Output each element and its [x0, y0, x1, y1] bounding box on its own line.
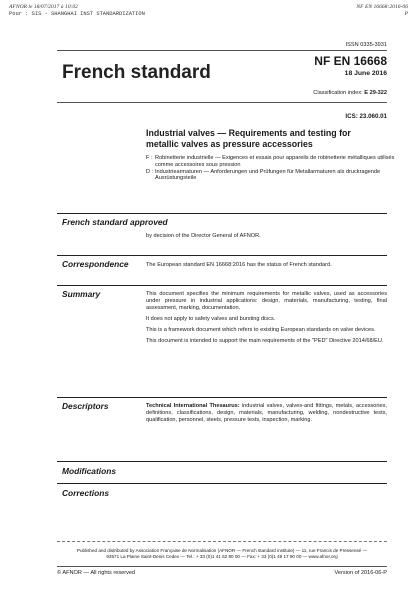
header-divider [57, 102, 387, 103]
footer-divider [57, 566, 387, 567]
print-recipient: Pour : SIS - SHANGHAI INST STANDARDIZATION [9, 10, 145, 17]
standard-code: NF EN 16668 [314, 54, 387, 68]
translation-lang: D : [146, 168, 154, 175]
classification-label: Classification index: [313, 90, 363, 96]
issn: ISSN 0335-3931 [345, 42, 387, 48]
summary-paragraph: It does not apply to safety valves and bursting discs. [146, 315, 276, 322]
title-translations [146, 155, 396, 182]
publisher-line: Published and distributed by Association Française de Normalisation (AFNOR — French standard institute) — 11, rue Francis de Pressensé — [76, 548, 368, 553]
translation-text: Industriearmaturen — Anforderungen und Prüfungen für Metallarmaturen als druckragende Ausrüstungsteile [155, 168, 381, 182]
translation-lang: F : [146, 155, 153, 161]
summary-paragraph: This document is intended to support the main requirements of the "PED" Directive 2014/68/EU. [146, 338, 384, 345]
summary-heading: Summary [62, 289, 101, 299]
translation-german [146, 169, 396, 183]
summary-text [146, 291, 387, 350]
translation-text: Robinetterie industrielle — Exigences et essais pour appareils de robinetterie métalliques utilisés comme accessoires sous pression [155, 155, 395, 168]
ics-code: ICS: 23.060.01 [345, 113, 387, 120]
section-divider [57, 213, 387, 214]
correspondence-text: The European standard EN 16668:2016 has the status of French standard. [146, 262, 332, 268]
modifications-heading: Modifications [62, 466, 116, 476]
section-divider [57, 255, 387, 256]
version: Version of 2016-06-P [334, 570, 387, 576]
section-divider [57, 483, 387, 484]
classification-index [313, 90, 387, 96]
approved-text: by decision of the Director General of AFNOR. [146, 233, 261, 239]
descriptors-text [146, 403, 387, 423]
copyright: © AFNOR — All rights reserved [57, 570, 136, 576]
print-timestamp: AFNOR le 18/07/2017 à 10:02 [9, 4, 78, 10]
print-header-left [9, 4, 145, 17]
print-page-marker: P [404, 10, 408, 17]
summary-paragraph: This is a framework document which refers to existing European standards on valve devices. [146, 327, 376, 334]
top-divider [57, 50, 387, 51]
descriptors-keywords: industrial valves, valves-and fittings, metals, accessories, definitions, classifications, design, materials, manufacturing, welding, nondestructive tests, qualification, personnel, steels, pressure tests, inspection, marking. [146, 403, 387, 423]
thesaurus-label: Technical International Thesaurus: [146, 403, 240, 409]
print-reference: NF EN 16668:2016-06 [356, 4, 408, 10]
correspondence-heading: Correspondence [62, 259, 129, 269]
approved-heading: French standard approved [62, 217, 168, 227]
descriptors-heading: Descriptors [62, 401, 109, 411]
publisher-line: 93571 La Plaine Saint-Denis Cedex — Tel.: + 33 (0)1 41 62 80 00 — Fax: + 33 (0)1 49 17 90 00 — www.afnor.org [106, 553, 338, 559]
document-title: Industrial valves — Requirements and testing for metallic valves as pressure accessories [146, 128, 351, 149]
publisher-info [57, 548, 387, 560]
section-divider [57, 397, 387, 398]
document-type: French standard [62, 62, 211, 83]
publisher-divider [57, 541, 387, 542]
classification-value: E 29-322 [364, 90, 387, 96]
section-divider [57, 461, 387, 462]
corrections-heading: Corrections [62, 488, 110, 498]
summary-paragraph: This document specifies the minimum requirements for metallic valves, used as accessories under pressure in industrial applications: design, materials, manufacturing, testing, final assessment, marking, documentation. [146, 291, 387, 311]
section-divider [57, 285, 387, 286]
print-header-right [356, 4, 408, 17]
publication-date: 18 June 2016 [344, 70, 387, 77]
translation-french [146, 155, 396, 169]
